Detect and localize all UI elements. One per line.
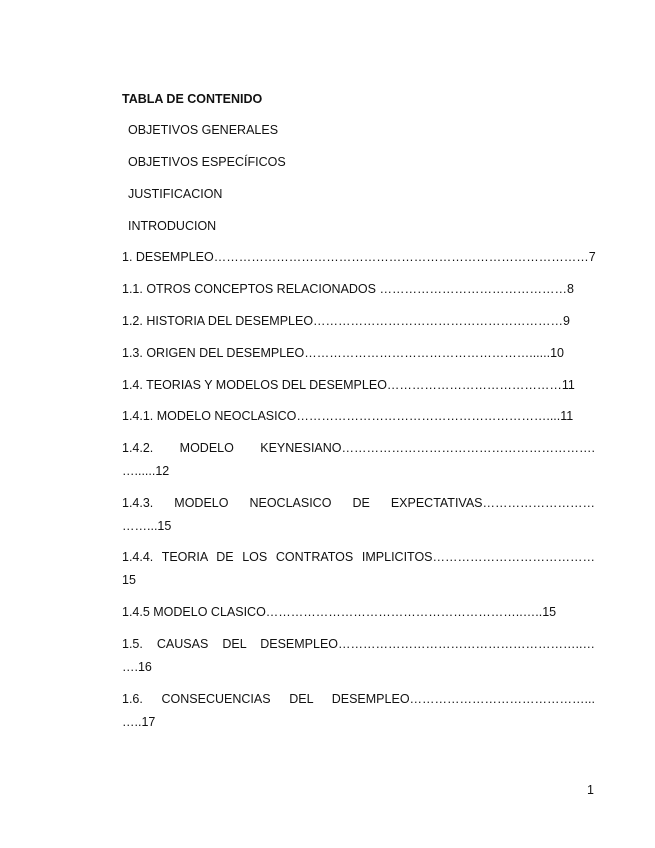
- toc-entry: 1. DESEMPLEO………………………………………………………………………………7: [122, 250, 596, 264]
- toc-entry: 1.4. TEORIAS Y MODELOS DEL DESEMPLEO……………………………………11: [122, 378, 575, 392]
- toc-entry: 1.3. ORIGEN DEL DESEMPLEO………………………………………………......10: [122, 346, 564, 360]
- toc-entry-continuation: ….16: [122, 660, 152, 674]
- toc-entry-wrapped: 1.4.3. MODELO NEOCLASICO DE EXPECTATIVAS………………………: [122, 496, 595, 510]
- toc-entry-wrapped: 1.5. CAUSAS DEL DESEMPLEO…………………………………………………..…: [122, 637, 595, 651]
- toc-front-item: JUSTIFICACION: [128, 187, 223, 201]
- toc-entry-continuation: 15: [122, 573, 136, 587]
- toc-entry: 1.4.5 MODELO CLASICO……………………………………………………..…..15: [122, 605, 557, 619]
- toc-entry-wrapped: 1.4.2. MODELO KEYNESIANO…………………………………………………….: [122, 441, 595, 455]
- toc-entry: 1.2. HISTORIA DEL DESEMPLEO……………………………………………………9: [122, 314, 570, 328]
- toc-entry-wrapped: 1.6. CONSECUENCIAS DEL DESEMPLEO……………………………………...: [122, 692, 595, 706]
- toc-front-item: OBJETIVOS ESPECÍFICOS: [128, 155, 286, 169]
- toc-entry-wrapped: 1.4.4. TEORIA DE LOS CONTRATOS IMPLICITOS…………………………………: [122, 550, 596, 564]
- toc-title: TABLA DE CONTENIDO: [122, 92, 263, 106]
- toc-entry: 1.1. OTROS CONCEPTOS RELACIONADOS ………………………………………8: [122, 282, 574, 296]
- toc-entry: 1.4.1. MODELO NEOCLASICO……………………………………………………....11: [122, 409, 574, 423]
- page-number: 1: [587, 783, 594, 797]
- toc-front-item: OBJETIVOS GENERALES: [128, 123, 279, 137]
- toc-front-item: INTRODUCION: [128, 219, 217, 233]
- toc-entry-continuation: …......12: [122, 464, 170, 478]
- toc-entry-continuation: …..17: [122, 715, 156, 729]
- toc-entry-continuation: ……...15: [122, 519, 172, 533]
